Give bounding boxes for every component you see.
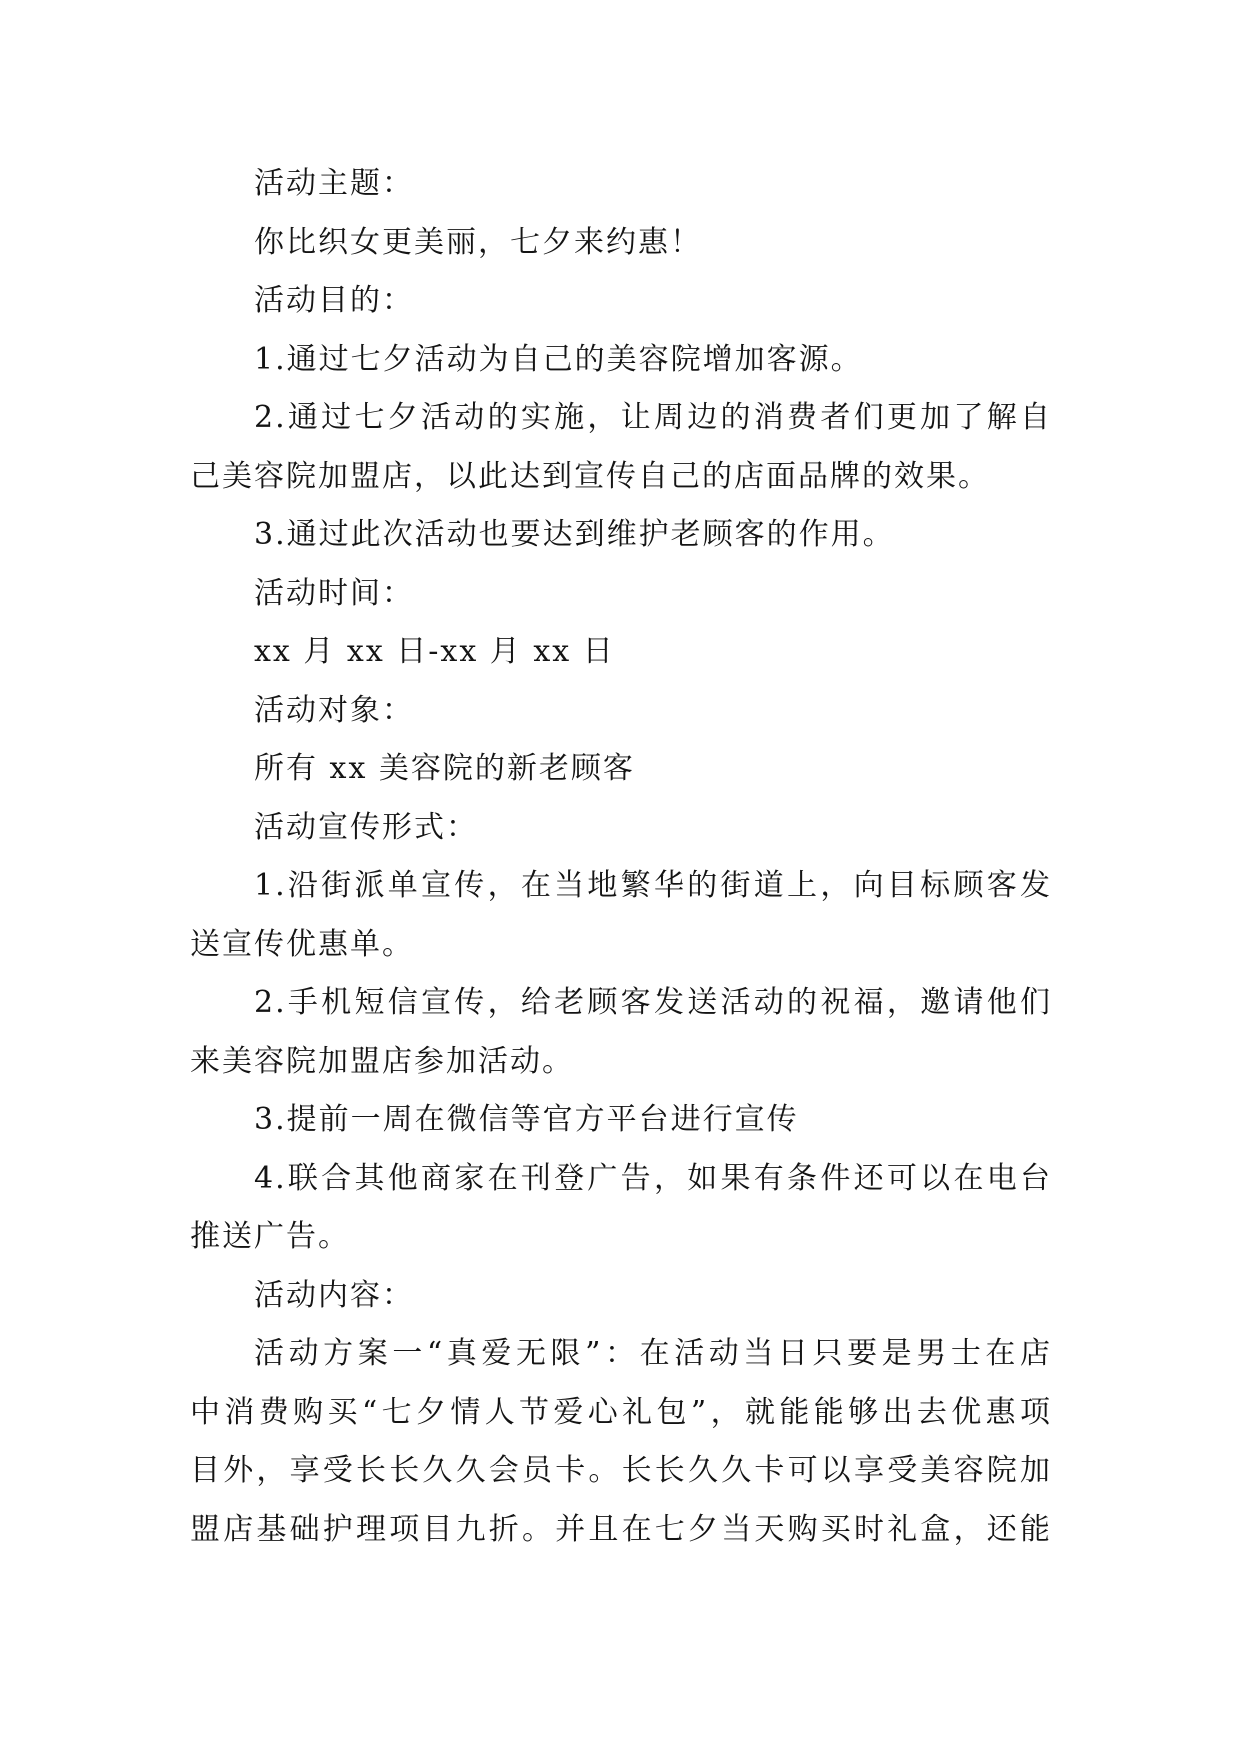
purpose-item-1 [190, 331, 1052, 390]
activity-target-text [190, 740, 1052, 799]
activity-plan-1 [190, 1325, 1052, 1559]
heading-activity-target [190, 682, 1052, 741]
promotion-item-1 [190, 857, 1052, 974]
text-line: 活动主题： [254, 166, 414, 201]
text-line: 己美容院加盟店，以此达到宣传自己的店面品牌的效果。 [190, 458, 990, 494]
activity-time-text [190, 623, 1052, 682]
text-line: 1.沿街派单宣传，在当地繁华的街道上，向目标顾客发 [254, 868, 1052, 903]
text-line: xx 月 xx 日-xx 月 xx 日 [254, 634, 615, 669]
text-line: 活动对象： [254, 692, 414, 728]
heading-promotion-forms [190, 799, 1052, 858]
text-line: 活动内容： [254, 1277, 414, 1313]
promotion-item-3 [190, 1091, 1052, 1150]
text-line: 3.提前一周在微信等官方平台进行宣传 [254, 1102, 799, 1137]
purpose-item-2 [190, 389, 1052, 506]
text-line: 活动方案一“真爱无限”：在活动当日只要是男士在店 [254, 1336, 1052, 1371]
heading-activity-theme [190, 155, 1052, 214]
text-line: 送宣传优惠单。 [190, 926, 414, 962]
text-line: 1.通过七夕活动为自己的美容院增加客源。 [254, 341, 863, 377]
text-line: 活动目的： [254, 283, 414, 318]
text-line: 活动时间： [254, 575, 414, 611]
purpose-item-3 [190, 506, 1052, 565]
text-line: 来美容院加盟店参加活动。 [190, 1043, 574, 1079]
promotion-item-2 [190, 974, 1052, 1091]
text-line: 中消费购买“七夕情人节爱心礼包”，就能能够出去优惠项 [190, 1394, 1052, 1430]
text-line: 2.手机短信宣传，给老顾客发送活动的祝福，邀请他们 [254, 985, 1052, 1020]
heading-activity-content [190, 1267, 1052, 1326]
heading-activity-time [190, 565, 1052, 624]
text-line: 你比织女更美丽，七夕来约惠！ [254, 224, 702, 260]
activity-theme-text [190, 214, 1052, 273]
promotion-item-4 [190, 1150, 1052, 1267]
text-line: 4.联合其他商家在刊登广告，如果有条件还可以在电台 [254, 1160, 1052, 1196]
heading-activity-purpose [190, 272, 1052, 331]
text-line: 推送广告。 [190, 1219, 350, 1254]
text-line: 3.通过此次活动也要达到维护老顾客的作用。 [254, 517, 895, 552]
text-line: 目外，享受长长久久会员卡。长长久久卡可以享受美容院加 [190, 1453, 1052, 1488]
text-line: 所有 xx 美容院的新老顾客 [254, 751, 635, 786]
text-line: 2.通过七夕活动的实施，让周边的消费者们更加了解自 [254, 400, 1052, 435]
text-line: 活动宣传形式： [254, 809, 478, 845]
text-line: 盟店基础护理项目九折。并且在七夕当天购买时礼盒，还能 [190, 1511, 1052, 1547]
